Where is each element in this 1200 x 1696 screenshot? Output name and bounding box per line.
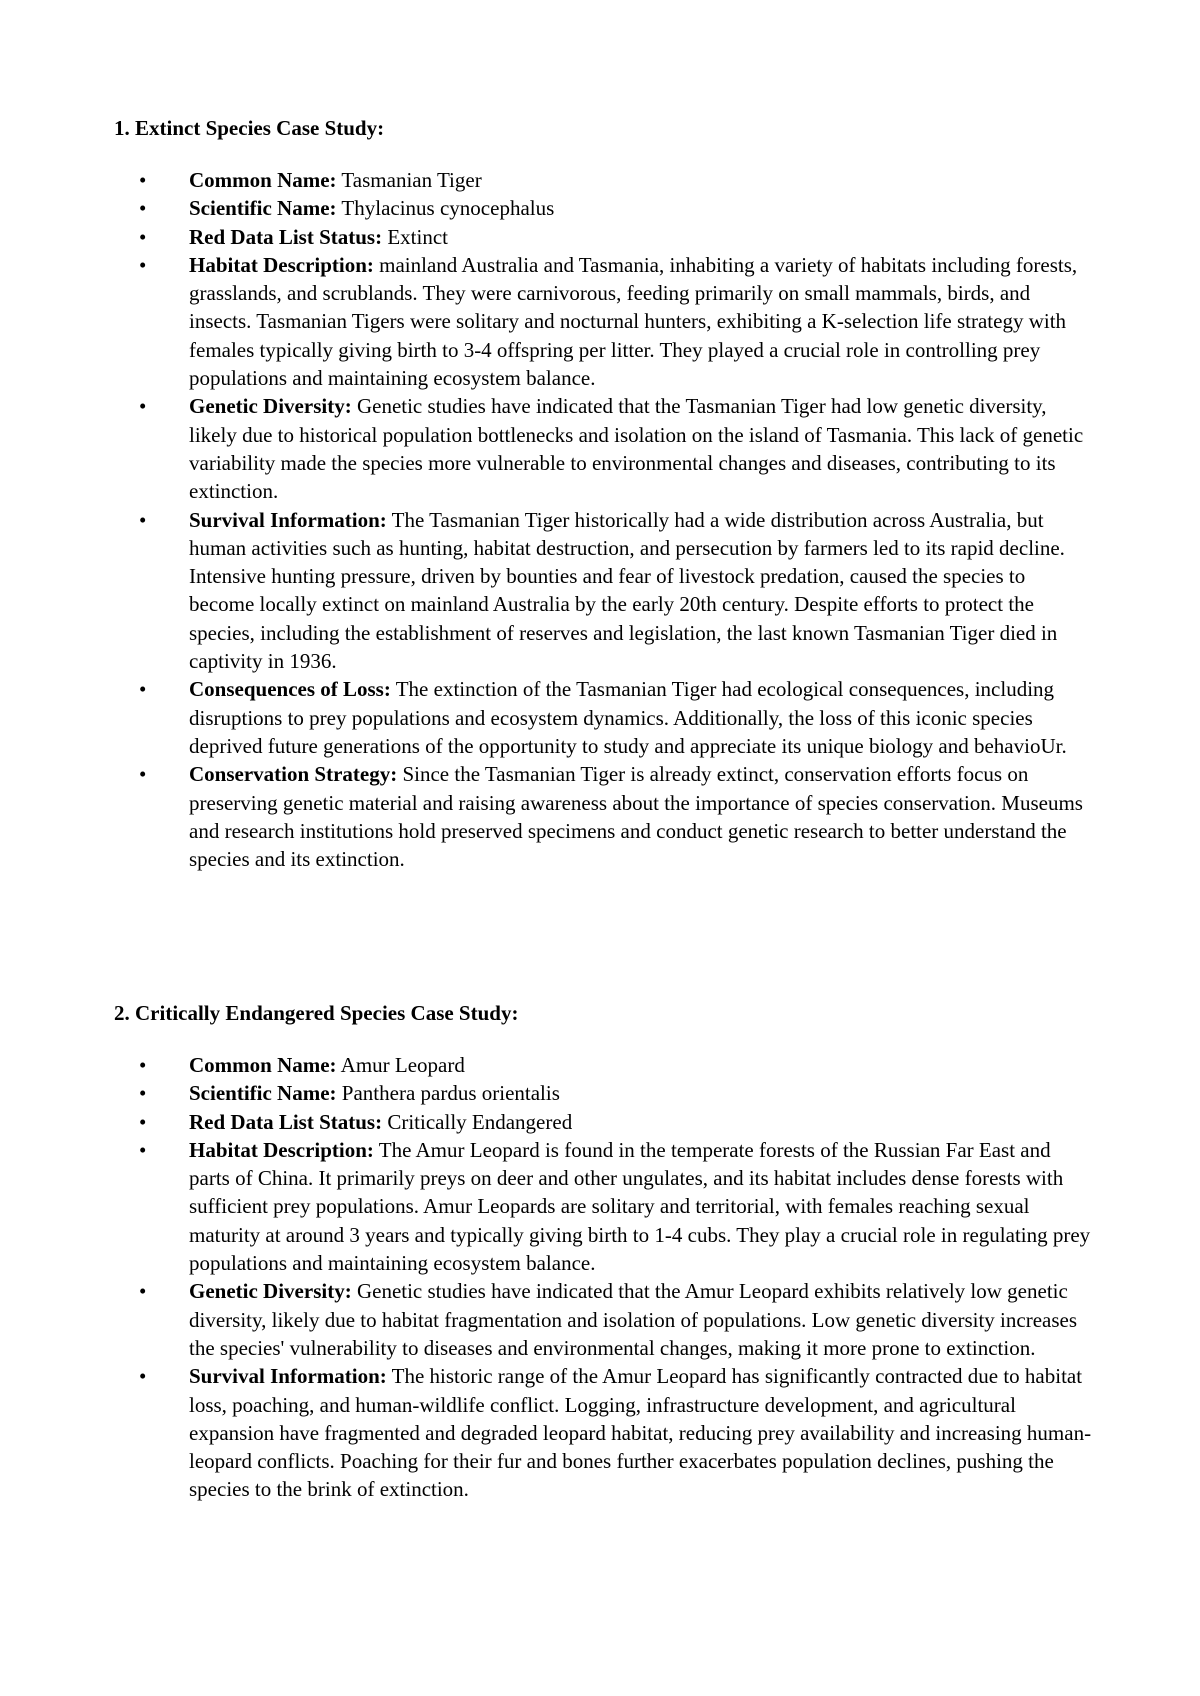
list-item-consequences-of-loss [114,675,1094,760]
item-text: Extinct [382,224,448,249]
list-item-habitat-description [114,251,1094,392]
list-item-scientific-name [114,194,1094,222]
item-label: Genetic Diversity: [189,1279,352,1304]
item-text: Panthera pardus orientalis [336,1081,560,1106]
item-text: The Amur Leopard is found in the temperate forests of the Russian Far East and parts of China. It primarily preys on deer and other ungulates, and its habitat includes dense forests with sufficient prey populations. Amur Leopards are solitary and territorial, with females reaching sexual maturity at around 3 years and typically giving birth to 1-4 cubs. They play a crucial role in regulating prey populations and maintaining ecosystem balance. [189,1137,1091,1276]
bullet-icon: • [139,1081,147,1106]
case-study-extinct [114,114,1094,873]
item-text: The Tasmanian Tiger historically had a wide distribution across Australia, but human activities such as hunting, habitat destruction, and persecution by farmers led to its rapid decline. Intensive hunting pressure, driven by bounties and fear of livestock predation, caused the species to become locally extinct on mainland Australia by the early 20th century. Despite efforts to protect the species, including the establishment of reserves and legislation, the last known Tasmanian Tiger died in captivity in 1936. [189,507,1065,674]
bullet-icon: • [139,1364,147,1389]
item-label: Habitat Description: [189,1137,374,1162]
bullet-icon: • [139,1279,147,1304]
list-item-common-name [114,1051,1094,1079]
bullet-icon: • [139,762,147,787]
list-item-survival-information [114,1362,1094,1503]
item-label: Common Name: [189,168,337,192]
list-item-genetic-diversity [114,1277,1094,1362]
bullet-icon: • [139,252,147,277]
bullet-icon: • [139,677,147,702]
bullet-list [114,166,1094,873]
bullet-icon: • [139,507,147,532]
bullet-icon: • [139,1053,147,1077]
list-item-survival-information [114,506,1094,676]
bullet-icon: • [139,394,147,419]
item-text: mainland Australia and Tasmania, inhabiting a variety of habitats including forests, grasslands, and scrublands. They were carnivorous, feeding primarily on small mammals, birds, and insects. Tasmanian Tigers were solitary and nocturnal hunters, exhibiting a K-selection life strategy with females typically giving birth to 3-4 offspring per litter. They played a crucial role in controlling prey populations and maintaining ecosystem balance. [189,252,1078,391]
item-text: Critically Endangered [382,1109,573,1134]
item-label: Common Name: [189,1053,337,1077]
bullet-icon: • [139,224,147,249]
item-text: The extinction of the Tasmanian Tiger had ecological consequences, including disruptions to prey populations and ecosystem dynamics. Additionally, the loss of this iconic species deprived future generations of the opportunity to study and appreciate its unique biology and behavioUr. [189,677,1067,758]
bullet-list [114,1051,1094,1504]
item-text: The historic range of the Amur Leopard has significantly contracted due to habitat loss, poaching, and human-wildlife conflict. Logging, infrastructure development, and agricultural expansion have fragmented and degraded leopard habitat, reducing prey availability and increasing human-leopard conflicts. Poaching for their fur and bones further exacerbates population declines, pushing the species to the brink of extinction. [189,1364,1092,1502]
list-item-red-data-status [114,1108,1094,1136]
section-heading: 2. Critically Endangered Species Case Study: [114,1001,519,1025]
item-label: Red Data List Status: [189,224,383,249]
item-label: Consequences of Loss: [189,677,391,702]
item-text: Thylacinus cynocephalus [336,196,555,221]
list-item-habitat-description [114,1136,1094,1277]
case-study-critically-endangered [114,999,1094,1504]
bullet-icon: • [139,1109,147,1134]
list-item-red-data-status [114,223,1094,251]
item-text: Genetic studies have indicated that the Tasmanian Tiger had low genetic diversity, likely due to historical population bottlenecks and isolation on the island of Tasmania. This lack of genetic variability made the species more vulnerable to environmental changes and diseases, contributing to its extinction. [189,394,1084,504]
item-label: Scientific Name: [189,196,337,221]
item-label: Habitat Description: [189,252,374,277]
item-text: Genetic studies have indicated that the Amur Leopard exhibits relatively low genetic diversity, likely due to habitat fragmentation and isolation of populations. Low genetic diversity increases the species' vulnerability to diseases and environmental changes, making it more prone to extinction. [189,1279,1077,1360]
item-label: Red Data List Status: [189,1109,383,1134]
item-label: Scientific Name: [189,1081,337,1106]
bullet-icon: • [139,196,147,221]
list-item-scientific-name [114,1079,1094,1107]
item-text: Amur Leopard [336,1053,465,1077]
section-heading: 1. Extinct Species Case Study: [114,116,385,140]
item-text: Tasmanian Tiger [336,168,482,192]
bullet-icon: • [139,168,147,192]
list-item-conservation-strategy [114,760,1094,873]
list-item-common-name [114,166,1094,194]
item-label: Genetic Diversity: [189,394,352,419]
bullet-icon: • [139,1137,147,1162]
item-label: Survival Information: [189,507,387,532]
item-label: Survival Information: [189,1364,387,1389]
item-text: Since the Tasmanian Tiger is already extinct, conservation efforts focus on preserving genetic material and raising awareness about the importance of species conservation. Museums and research institutions hold preserved specimens and conduct genetic research to better understand the species and its extinction. [189,762,1083,872]
list-item-genetic-diversity [114,392,1094,505]
item-label: Conservation Strategy: [189,762,398,787]
